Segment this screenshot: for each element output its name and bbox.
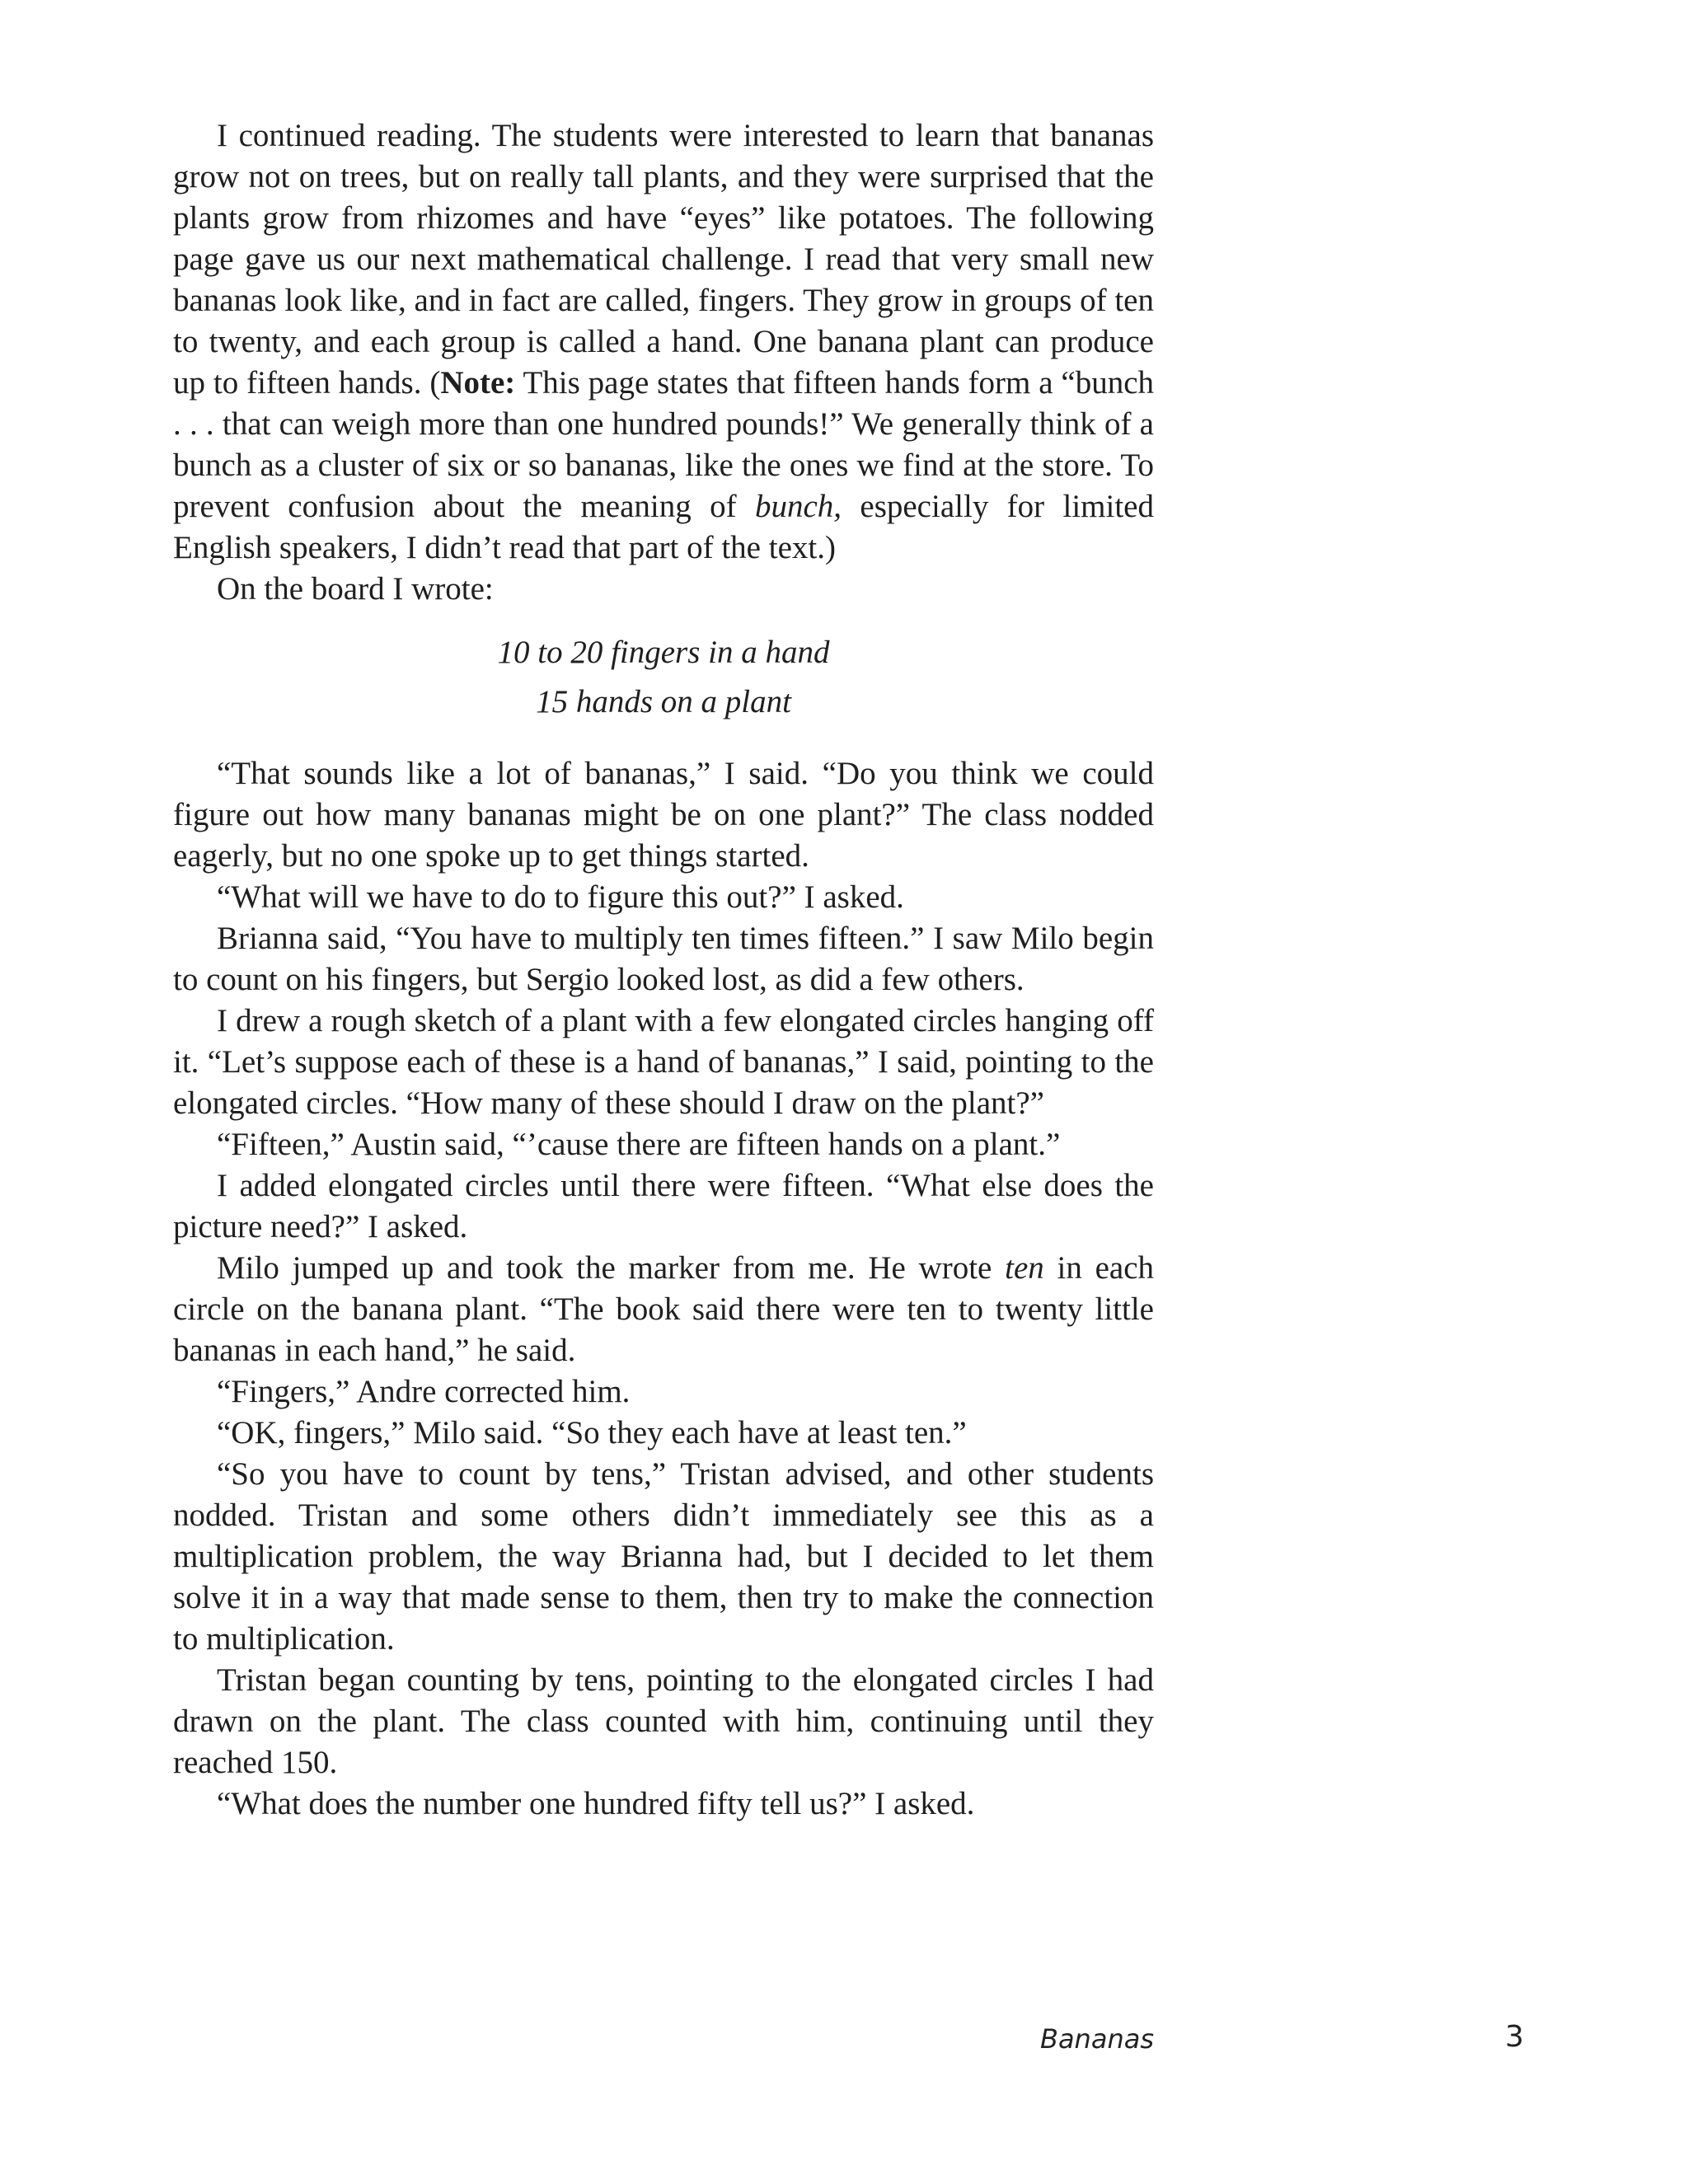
paragraph-14: “What does the number one hundred fifty tell us?” I asked. — [217, 1786, 975, 1821]
paragraph-1-part-c: especially for limited English speakers, I didn’t read that part of the text.) — [173, 489, 1154, 565]
page-number: 3 — [1505, 2020, 1524, 2054]
paragraph-10: “Fingers,” Andre corrected him. — [217, 1374, 631, 1409]
paragraph-1 — [173, 115, 1154, 569]
running-footer-title: Bananas — [1039, 2023, 1154, 2055]
paragraph-13: Tristan began counting by tens, pointing to the elongated circles I had drawn on the plant. The class counted with him, continuing until they reached 150. — [173, 1662, 1154, 1780]
note-label: Note: — [440, 365, 516, 401]
paragraph-5: Brianna said, “You have to multiply ten times fifteen.” I saw Milo begin to count on his fingers, but Sergio looked lost, as did a few others. — [173, 921, 1154, 997]
paragraph-3: “That sounds like a lot of bananas,” I said. “Do you think we could figure out how many bananas might be on one plant?” The class nodded eagerly, but no one spoke up to get things started. — [173, 756, 1154, 874]
paragraph-7: “Fifteen,” Austin said, “’cause there are fifteen hands on a plant.” — [217, 1127, 1061, 1162]
paragraph-4: “What will we have to do to figure this out?” I asked. — [217, 879, 904, 915]
paragraph-9-part-a: Milo jumped up and took the marker from me. He wrote — [217, 1250, 1006, 1286]
paragraph-8: I added elongated circles until there were fifteen. “What else does the picture need?” I asked. — [173, 1168, 1154, 1244]
paragraph-12: “So you have to count by tens,” Tristan advised, and other students nodded. Tristan and some others didn’t immediately see this as a multiplication problem, the way Brianna had, but I decided to let them solve it in a way that made sense to them, then try to make the connection to multiplication. — [173, 1456, 1154, 1657]
paragraph-6: I drew a rough sketch of a plant with a few elongated circles hanging off it. “Let’s suppose each of these is a hand of bananas,” I said, pointing to the elongated circles. “How many of these should I draw on the plant?” — [173, 1003, 1154, 1121]
board-line-2: 15 hands on a plant — [536, 684, 791, 719]
paragraph-11: “OK, fingers,” Milo said. “So they each have at least ten.” — [217, 1415, 967, 1451]
emphasis-ten: ten — [1005, 1250, 1044, 1286]
board-text — [173, 628, 1154, 727]
paragraph-9-part-b: in each circle on the banana plant. “The book said there were ten to twenty little bananas in each hand,” he said. — [173, 1250, 1154, 1368]
paragraph-9 — [173, 1248, 1154, 1371]
paragraph-1-part-b: This page states that fifteen hands form a “bunch . . . that can weigh more than one hundred pounds!” We generally think of a bunch as a cluster of six or so bananas, like the ones we find at the store. To prevent confusion about the meaning of — [173, 365, 1155, 524]
board-line-1: 10 to 20 fingers in a hand — [497, 635, 830, 670]
emphasis-bunch: bunch, — [754, 489, 842, 524]
paragraph-1-part-a: I continued reading. The students were interested to learn that bananas grow not on trees, but on really tall plants, and they were surprised that the plants grow from rhizomes and have “eyes” like potatoes. The following page gave us our next mathematical challenge. I read that very small new bananas look like, and in fact are called, fingers. They grow in groups of ten to twenty, and each group is called a hand. One banana plant can produce up to fifteen hands. ( — [173, 118, 1154, 401]
paragraph-2: On the board I wrote: — [217, 571, 494, 607]
body-text — [173, 115, 1154, 1825]
